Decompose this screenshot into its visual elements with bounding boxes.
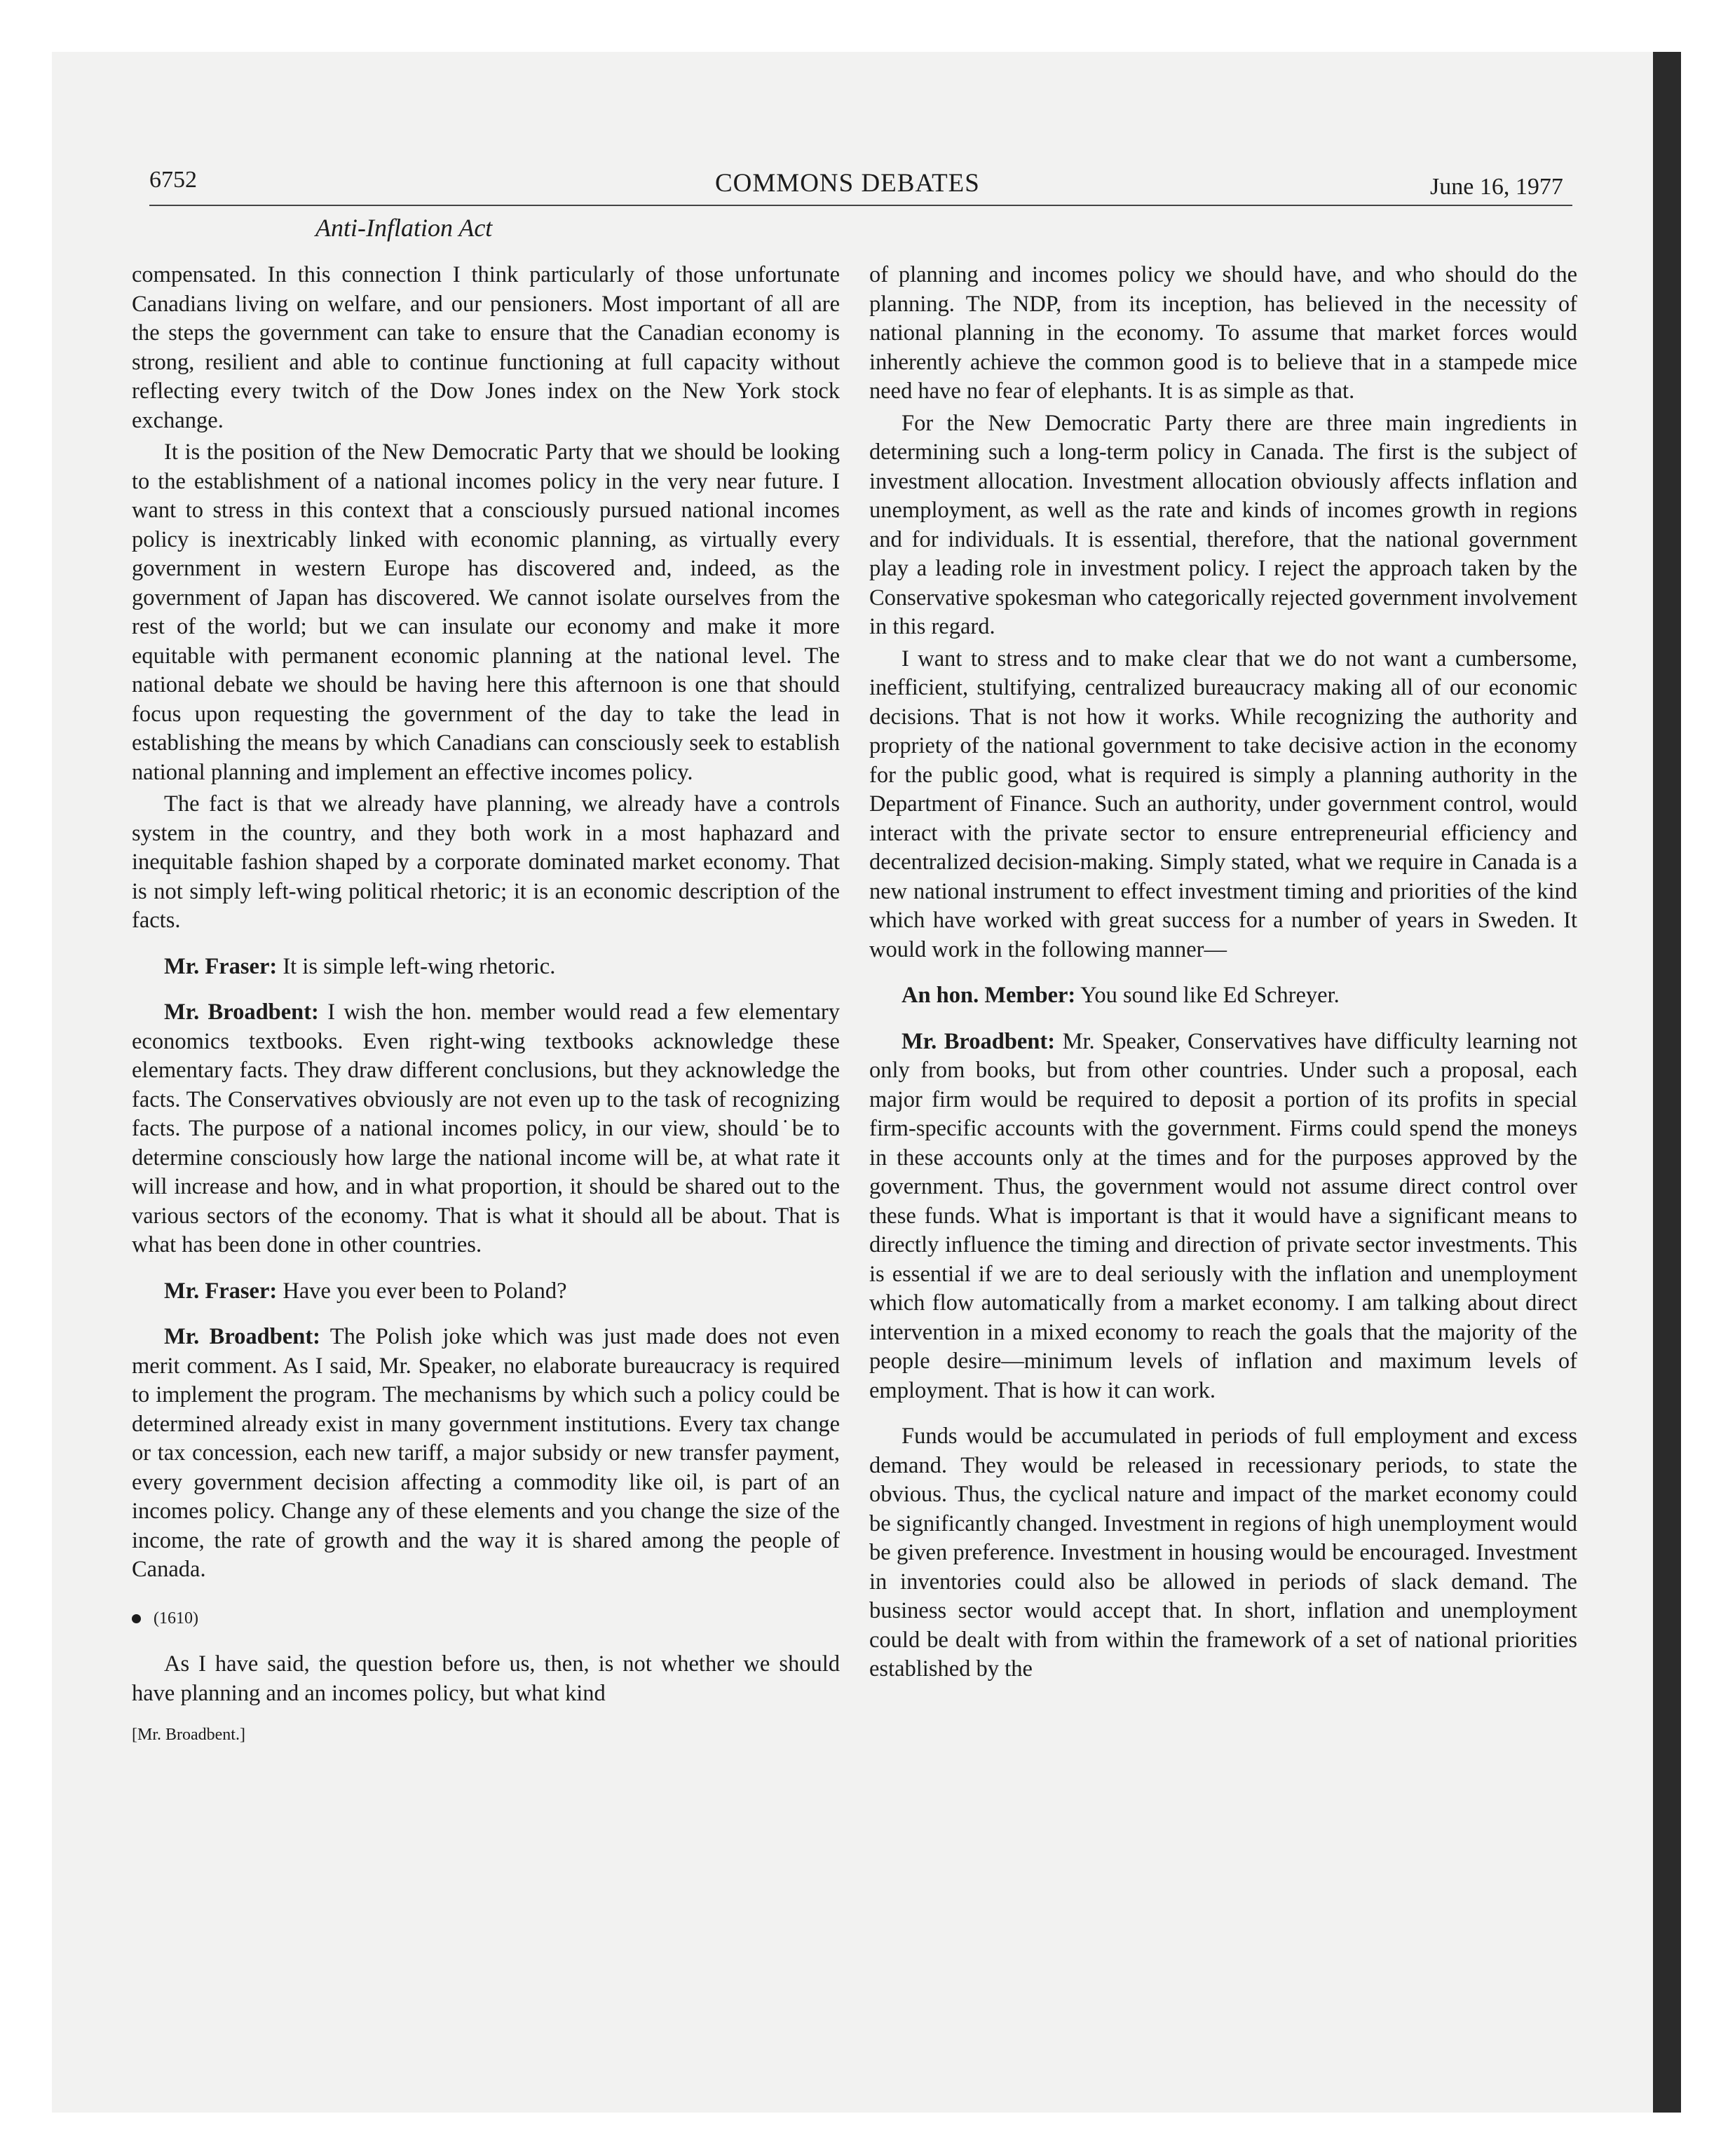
speaker-name: Mr. Broadbent: bbox=[901, 1028, 1056, 1054]
speech-text: The Polish joke which was just made does not even merit comment. As I said, Mr. Speaker, no elaborate bureaucracy is required to implement the program. The mechanisms by which such a policy could be determined already exist in many government institutions. Every tax change or tax concession, each new tariff, a major subsidy or new transfer payment, every government decision affecting a commodity like oil, is part of an incomes policy. Change any of these elements and you change the size of the income, the rate of growth and the way it is shared among the people of Canada. bbox=[132, 1324, 840, 1582]
page-date: June 16, 1977 bbox=[1430, 174, 1563, 200]
speaker-name: Mr. Broadbent: bbox=[164, 999, 319, 1025]
paragraph: The fact is that we already have planning, we already have a controls system in the country, and they both work in a most haphazard and inequitable fashion shaped by a corporate dominated market economy. That is not simply left-wing political rhetoric; it is an economic description of the facts. bbox=[132, 791, 840, 933]
speaker-name: An hon. Member: bbox=[901, 983, 1076, 1008]
speech bbox=[132, 1323, 840, 1585]
right-column bbox=[869, 261, 1577, 1687]
speech bbox=[132, 1277, 840, 1306]
speech bbox=[132, 998, 840, 1260]
speech-text: Have you ever been to Poland? bbox=[277, 1278, 567, 1304]
paragraph: As I have said, the question before us, then, is not whether we should have planning and an incomes policy, but what kind bbox=[132, 1651, 840, 1706]
speech-text: You sound like Ed Schreyer. bbox=[1075, 983, 1340, 1008]
scan-edge-shadow bbox=[1653, 52, 1681, 2113]
paragraph: Funds would be accumulated in periods of full employment and excess demand. They would be released in recessionary periods, to state the obvious. Thus, the cyclical nature and impact of the market economy could be significantly changed. Investment in regions of high unemployment would be given preference. Investment in housing would be encouraged. Investment in inventories could also be allowed in periods of slack demand. The business sector would accept that. In short, inflation and unemployment could be dealt with from within the framework of a set of national priorities established by the bbox=[869, 1424, 1577, 1681]
page-number: 6752 bbox=[149, 167, 197, 193]
bullet-icon bbox=[132, 1614, 141, 1623]
speech bbox=[869, 1028, 1577, 1406]
left-column bbox=[132, 261, 840, 1750]
debate-subject: Anti-Inflation Act bbox=[315, 214, 493, 242]
speech-text: Mr. Speaker, Conservatives have difficulty learning not only from books, but from other countries. Under such a proposal, each major firm would be required to deposit a portion of its profits in special firm-specific accounts with the government. Firms could spend the moneys in these accounts only at the times and for the purposes approved by the government. Thus, the government would not assume direct control over these funds. What is important is that it would have a significant means to directly influence the timing and direction of private sector investments. This is essential if we are to deal seriously with the inflation and unemployment which flow automatically from a market economy. I am talking about direct intervention in a mixed economy to reach the goals that the majority of the people desire—minimum levels of inflation and maximum levels of employment. That is how it can work. bbox=[869, 1028, 1577, 1403]
running-head: COMMONS DEBATES bbox=[715, 169, 980, 198]
time-marker bbox=[132, 1604, 840, 1634]
speaker-name: Mr. Fraser: bbox=[164, 1278, 278, 1304]
speech bbox=[869, 981, 1577, 1011]
time-marker-text: (1610) bbox=[154, 1609, 198, 1628]
speech-text: I wish the hon. member would read a few elementary economics textbooks. Even right-wing textbooks acknowledge these elementary facts. They draw different conclusions, but they acknowledge the facts. The Conservatives obviously are not even up to the task of recognizing facts. The purpose of a national incomes policy, in our view, should˙be to determine consciously how large the national income will be, at what rate it will increase and how, and in what proportion, it should be shared out to the various sectors of the economy. That is what it should all be about. That is what has been done in other countries. bbox=[132, 999, 840, 1257]
speech-text: It is simple left-wing rhetoric. bbox=[277, 953, 556, 979]
paragraph: I want to stress and to make clear that we do not want a cumbersome, inefficient, stultifying, centralized bureaucracy making all of our economic decisions. That is not how it works. While recognizing the authority and propriety of the national government to take decisive action in the economy for the public good, what is required is simply a planning authority in the Department of Finance. Such an authority, under government control, would interact with the private sector to ensure entrepreneurial efficiency and decentralized decision-making. Simply stated, what we require in Canada is a new national instrument to effect investment timing and priorities of the kind which have worked with great success for a number of years in Sweden. It would work in the following manner— bbox=[869, 646, 1577, 962]
header-rule bbox=[149, 205, 1572, 206]
paragraph: compensated. In this connection I think particularly of those unfortunate Canadians living on welfare, and our pensioners. Most important of all are the steps the government can take to ensure that the Canadian economy is strong, resilient and able to continue functioning at full capacity without reflecting every twitch of the Dow Jones index on the New York stock exchange. bbox=[132, 262, 840, 433]
speech bbox=[132, 953, 840, 982]
speaker-name: Mr. Broadbent: bbox=[164, 1324, 320, 1349]
speaker-name: Mr. Fraser: bbox=[164, 953, 278, 979]
speaker-byline: [Mr. Broadbent.] bbox=[132, 1726, 245, 1744]
paragraph: of planning and incomes policy we should have, and who should do the planning. The NDP, from its inception, has believed in the necessity of national planning in the economy. To assume that market forces would inherently achieve the common good is to believe that in a stampede mice need have no fear of elephants. It is as simple as that. bbox=[869, 262, 1577, 404]
paragraph: It is the position of the New Democratic Party that we should be looking to the establishment of a national incomes policy in the very near future. I want to stress in this context that a consciously pursued national incomes policy is inextricably linked with economic planning, as virtually every government in western Europe has discovered and, indeed, as the government of Japan has discovered. We cannot isolate ourselves from the rest of the world; but we can insulate our economy and make it more equitable with permanent economic planning at the national level. The national debate we should be having here this afternoon is one that should focus upon requesting the government of the day to take the lead in establishing the means by which Canadians can consciously seek to establish national planning and implement an effective incomes policy. bbox=[132, 439, 840, 785]
paragraph: For the New Democratic Party there are three main ingredients in determining such a long-term policy in Canada. The first is the subject of investment allocation. Investment allocation obviously affects inflation and unemployment, as well as the rate and kinds of incomes growth in regions and for individuals. It is essential, therefore, that the national government play a leading role in investment policy. I reject the approach taken by the Conservative spokesman who categorically rejected government involvement in this regard. bbox=[869, 410, 1577, 639]
